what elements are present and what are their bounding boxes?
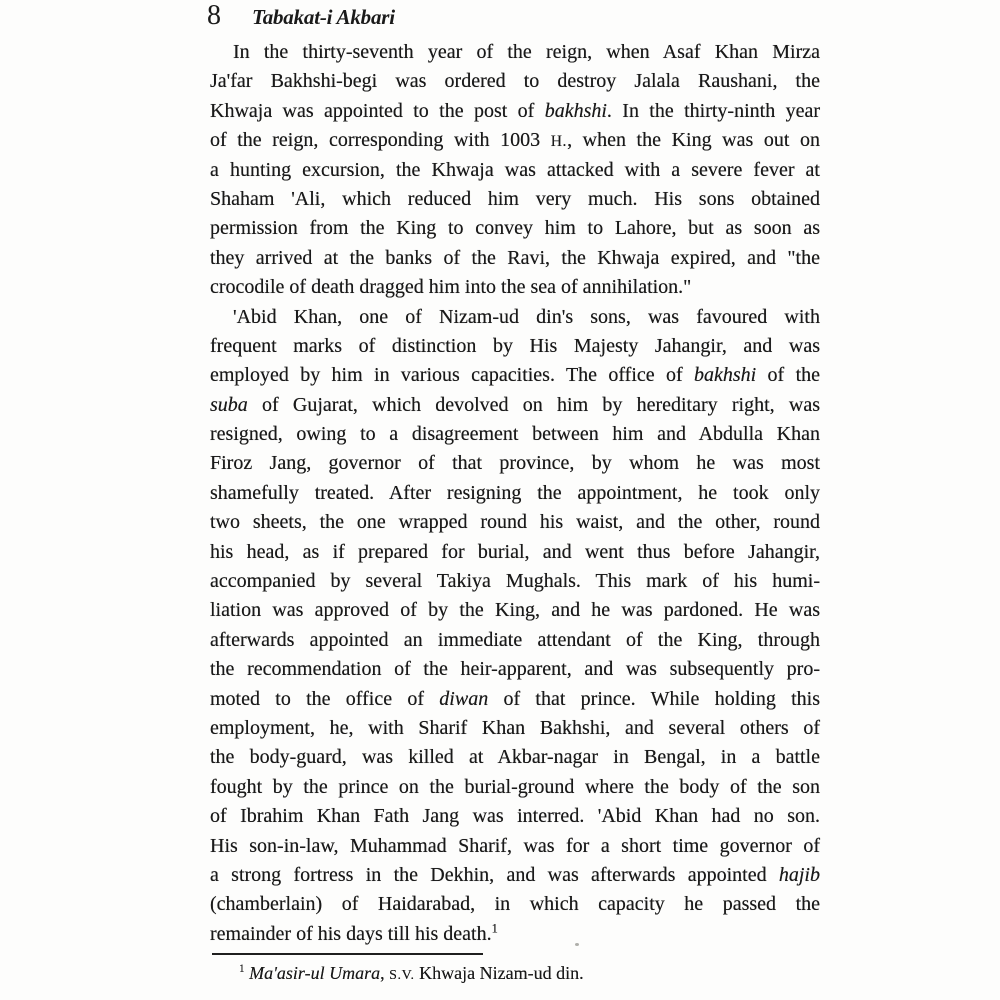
- text-segment: the body-guard, was killed at Akbar-nagar in Bengal, in a battle: [210, 746, 820, 769]
- text-segment: of Ibrahim Khan Fath Jang was interred. 'Abid Khan had no son.: [210, 805, 820, 828]
- text-segment: (chamberlain) of Haidarabad, in which capacity he passed the: [210, 893, 820, 916]
- italic-term: bakhshi: [694, 364, 757, 387]
- text-line: [210, 97, 820, 126]
- text-segment: a strong fortress in the Dekhin, and was afterwards appointed: [210, 863, 779, 886]
- text-segment: afterwards appointed an immediate attendant of the King, through: [210, 628, 820, 651]
- footnote-marker: 1: [491, 921, 498, 936]
- text-line: [210, 273, 820, 302]
- footnote-text: [210, 960, 849, 989]
- text-segment: Firoz Jang, governor of that province, by whom he was most: [210, 452, 820, 475]
- text-segment: fought by the prince on the burial-ground where the body of the son: [210, 775, 820, 798]
- text-line: [210, 420, 820, 449]
- text-segment: H.: [550, 133, 568, 151]
- text-line: [210, 479, 820, 508]
- text-segment: remainder of his days till his death.: [210, 922, 492, 945]
- page-number: 8: [207, 0, 221, 31]
- text-line: [210, 655, 820, 684]
- text-block: [210, 38, 820, 949]
- text-segment: of the reign, corresponding with 1003: [210, 129, 551, 152]
- text-line: [210, 185, 820, 214]
- text-segment: liation was approved of by the King, and he was pardoned. He was: [210, 599, 820, 622]
- text-line: [210, 538, 820, 567]
- text-segment: S.V.: [389, 967, 415, 983]
- text-segment: ,: [380, 963, 390, 983]
- text-line: [210, 832, 820, 861]
- text-segment: In the thirty-seventh year of the reign, when Asaf Khan Mirza: [233, 41, 820, 63]
- text-segment: , when the King was out on: [567, 129, 820, 152]
- text-line: [210, 596, 820, 625]
- italic-term: diwan: [439, 687, 489, 710]
- text-segment: of that prince. While holding this: [488, 687, 820, 710]
- running-title: Tabakat-i Akbari: [252, 5, 395, 29]
- text-segment: of Gujarat, which devolved on him by hereditary right, was: [247, 393, 820, 416]
- italic-term: suba: [210, 393, 248, 416]
- text-segment: two sheets, the one wrapped round his waist, and the other, round: [210, 511, 820, 534]
- italic-term: Ma'asir-ul Umara: [249, 963, 381, 983]
- text-segment: his head, as if prepared for burial, and went thus before Jahangir,: [210, 540, 820, 563]
- text-segment: 'Abid Khan, one of Nizam-ud din's sons, was favoured with: [233, 305, 820, 328]
- text-segment: frequent marks of distinction by His Majesty Jahangir, and was: [210, 334, 820, 357]
- text-segment: Khwaja Nizam-ud din.: [414, 963, 584, 983]
- text-line: [210, 38, 820, 67]
- text-line: [210, 920, 820, 949]
- text-segment: resigned, owing to a disagreement between him and Abdulla Khan: [210, 423, 820, 446]
- text-segment: permission from the King to convey him to Lahore, but as soon as: [210, 217, 820, 240]
- footnote-marker: 1: [239, 963, 245, 975]
- text-line: [210, 685, 820, 714]
- text-segment: Shaham 'Ali, which reduced him very much. His sons obtained: [210, 187, 820, 210]
- paragraph: [210, 303, 820, 950]
- text-line: [210, 244, 820, 273]
- text-segment: the recommendation of the heir-apparent, and was subsequently pro-: [210, 658, 820, 681]
- text-line: [210, 861, 820, 890]
- text-line: [210, 67, 820, 96]
- text-segment: crocodile of death dragged him into the sea of annihilation.": [210, 276, 692, 299]
- text-line: [210, 773, 820, 802]
- text-segment: of the: [756, 364, 820, 387]
- text-segment: Ja'far Bakhshi-begi was ordered to destroy Jalala Raushani, the: [210, 70, 820, 93]
- text-line: [210, 890, 820, 919]
- text-line: [210, 303, 820, 332]
- text-line: [210, 567, 820, 596]
- text-segment: shamefully treated. After resigning the appointment, he took only: [210, 481, 820, 504]
- text-line: [210, 743, 820, 772]
- text-segment: employed by him in various capacities. The office of: [210, 364, 694, 387]
- text-segment: His son-in-law, Muhammad Sharif, was for a short time governor of: [210, 834, 820, 857]
- text-segment: they arrived at the banks of the Ravi, the Khwaja expired, and "the: [210, 246, 820, 269]
- text-line: [210, 332, 820, 361]
- paragraph: [210, 38, 820, 303]
- page-header: [207, 1, 395, 31]
- scan-speck: [575, 943, 579, 946]
- text-line: [210, 391, 820, 420]
- text-line: [210, 449, 820, 478]
- text-line: [210, 214, 820, 243]
- text-segment: . In the thirty-ninth year: [606, 99, 820, 122]
- text-line: [210, 361, 820, 390]
- footnote-rule: [212, 953, 483, 955]
- text-segment: a hunting excursion, the Khwaja was attacked with a severe fever at: [210, 158, 820, 181]
- text-segment: accompanied by several Takiya Mughals. This mark of his humi-: [210, 570, 820, 593]
- text-line: [210, 126, 820, 155]
- text-line: [210, 508, 820, 537]
- text-segment: moted to the office of: [210, 687, 440, 710]
- text-line: [210, 156, 820, 185]
- text-line: [210, 714, 820, 743]
- text-line: [210, 626, 820, 655]
- italic-term: hajib: [778, 863, 820, 886]
- text-segment: Khwaja was appointed to the post of: [210, 99, 545, 122]
- text-segment: employment, he, with Sharif Khan Bakhshi, and several others of: [210, 716, 820, 739]
- text-line: [210, 802, 820, 831]
- italic-term: bakhshi: [544, 99, 607, 122]
